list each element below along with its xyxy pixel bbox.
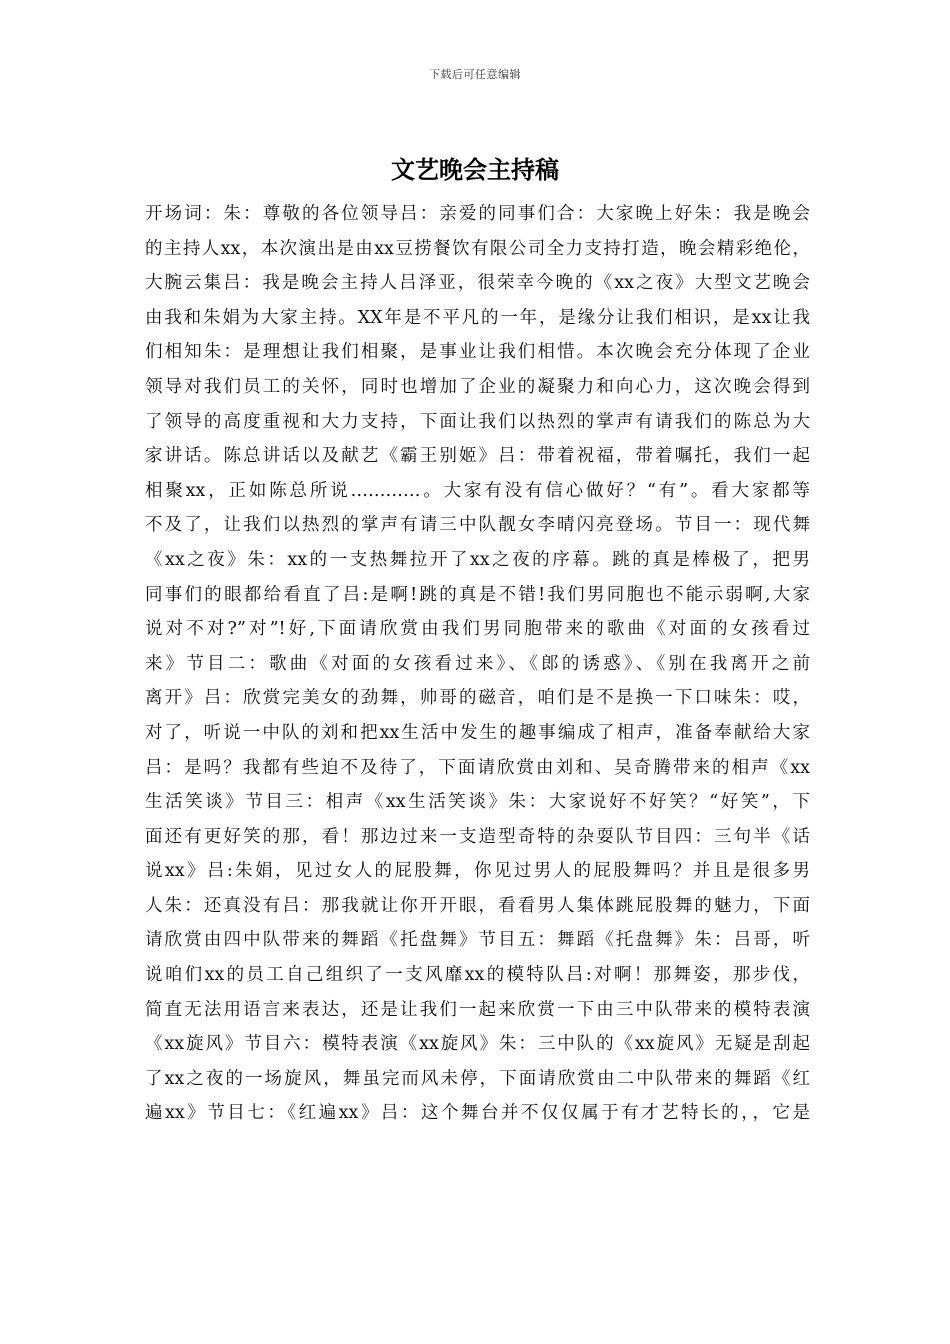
body-text-line: 说对不对?”对”!好,下面请欣赏由我们男同胞带来的歌曲《对面的女孩看过	[145, 619, 810, 640]
body-text-line: 吕：是吗？我都有些迫不及待了，下面请欣赏由刘和、吴奇腾带来的相声《xx	[145, 757, 810, 778]
header-note: 下载后可任意编辑	[429, 68, 521, 81]
body-text-line: 离开》吕：欣赏完美女的劲舞，帅哥的磁音，咱们是不是换一下口味朱：哎，	[145, 688, 810, 709]
body-text-line: 遍xx》节目七：《红遍xx》吕：这个舞台并不仅仅属于有才艺特长的，，它是	[145, 1103, 810, 1124]
body-text-line: 简直无法用语言来表达，还是让我们一起来欣赏一下由三中队带来的模特表演	[145, 999, 810, 1020]
body-text-line: 说咱们xx的员工自己组织了一支风靡xx的模特队吕:对啊！那舞姿，那步伐，	[145, 965, 810, 986]
body-text-line: 领导对我们员工的关怀，同时也增加了企业的凝聚力和向心力，这次晚会得到	[145, 376, 810, 397]
body-text-line: 开场词：朱：尊敬的各位领导吕：亲爱的同事们合：大家晚上好朱：我是晚会	[145, 204, 810, 224]
body-text-line: 由我和朱娟为大家主持。XX年是不平凡的一年，是缘分让我们相识，是xx让我	[145, 307, 810, 328]
document-title: 文艺晚会主持稿	[391, 155, 559, 184]
body-text-line: 对了，听说一中队的刘和把xx生活中发生的趣事编成了相声，准备奉献给大家	[145, 722, 810, 743]
body-text-line: 说xx》吕:朱娟，见过女人的屁股舞，你见过男人的屁股舞吗？并且是很多男	[145, 861, 810, 882]
body-text-line: 请欣赏由四中队带来的舞蹈《托盘舞》节目五：舞蹈《托盘舞》朱：吕哥，听	[145, 930, 810, 951]
body-text-line: 生活笑谈》节目三：相声《xx生活笑谈》朱：大家说好不好笑？“好笑”，下	[145, 792, 810, 813]
body-text-line: 面还有更好笑的那，看！那边过来一支造型奇特的杂耍队节目四：三句半《话	[145, 826, 810, 847]
body-text-line: 家讲话。陈总讲话以及献艺《霸王别姬》吕：带着祝福，带着嘱托，我们一起	[145, 446, 810, 467]
body-text-line: 了领导的高度重视和大力支持，下面让我们以热烈的掌声有请我们的陈总为大	[145, 411, 810, 432]
body-text-line: 《xx旋风》节目六：模特表演《xx旋风》朱：三中队的《xx旋风》无疑是刮起	[145, 1034, 810, 1055]
document-body	[145, 197, 810, 1131]
body-text-line: 们相知朱：是理想让我们相聚，是事业让我们相惜。本次晚会充分体现了企业	[145, 342, 810, 363]
body-text-line: 来》节目二：歌曲《对面的女孩看过来》、《郎的诱惑》、《别在我离开之前	[145, 653, 810, 674]
body-text-line: 《xx之夜》朱：xx的一支热舞拉开了xx之夜的序幕。跳的真是棒极了，把男	[145, 549, 810, 570]
body-text-line: 人朱：还真没有吕：那我就让你开开眼，看看男人集体跳屁股舞的魅力，下面	[145, 895, 810, 916]
body-text-line: 的主持人xx，本次演出是由xx豆捞餐饮有限公司全力支持打造，晚会精彩绝伦，	[145, 238, 810, 259]
body-text-line: 了xx之夜的一场旋风，舞虽完而风未停，下面请欣赏由二中队带来的舞蹈《红	[145, 1068, 810, 1089]
body-text-line: 大腕云集吕：我是晚会主持人吕泽亚，很荣幸今晚的《xx之夜》大型文艺晚会	[145, 273, 810, 294]
body-text-line: 不及了，让我们以热烈的掌声有请三中队靓女李晴闪亮登场。节目一：现代舞	[145, 515, 810, 536]
body-text-line: 相聚xx，正如陈总所说…………。大家有没有信心做好？“有”。看大家都等	[145, 480, 810, 501]
body-text-line: 同事们的眼都给看直了吕:是啊!跳的真是不错!我们男同胞也不能示弱啊,大家	[145, 584, 810, 605]
